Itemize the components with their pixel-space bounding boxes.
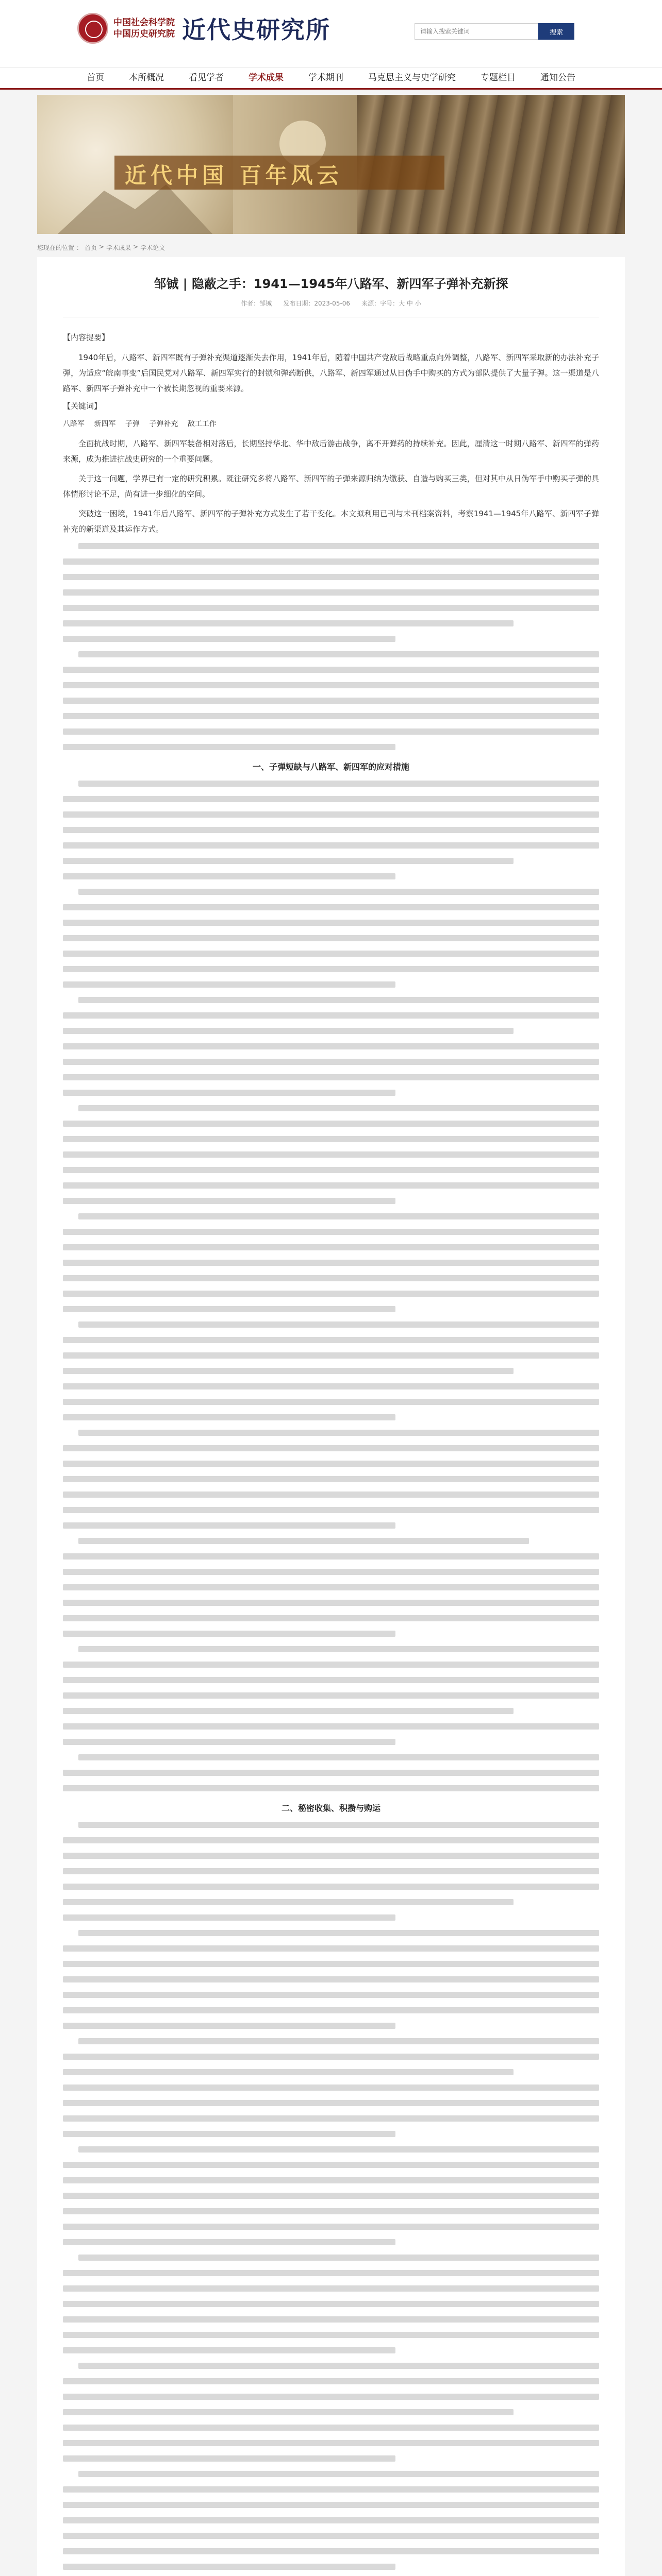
text-line [63, 1522, 395, 1529]
text-line [63, 2440, 599, 2446]
keyword: 新四军 [94, 420, 116, 428]
text-line [63, 1043, 599, 1049]
nav-item-special-topics[interactable]: 专题栏目 [481, 73, 516, 83]
text-line [63, 698, 599, 704]
text-line [63, 2193, 599, 2199]
text-line [63, 1291, 599, 1297]
text-line [63, 728, 599, 735]
text-line [63, 1167, 599, 1173]
text-line [63, 935, 599, 941]
text-line [78, 651, 599, 657]
summary-heading: 【内容提要】 [63, 333, 110, 342]
text-line [78, 1822, 599, 1828]
text-line [78, 543, 599, 549]
text-line [63, 2115, 599, 2122]
text-line [63, 1739, 395, 1745]
keywords-list [63, 418, 599, 429]
text-line [78, 1754, 599, 1760]
site-logo[interactable] [77, 11, 330, 45]
text-line [63, 1677, 599, 1683]
nav-item-marxism-history[interactable]: 马克思主义与史学研究 [368, 73, 456, 83]
text-line [63, 1352, 599, 1359]
text-line [78, 781, 599, 787]
text-line [63, 1914, 395, 1921]
text-line [63, 1569, 599, 1575]
text-line [63, 1615, 599, 1621]
text-line [63, 1507, 599, 1513]
text-line [63, 1476, 599, 1482]
nav-item-about[interactable]: 本所概况 [129, 73, 164, 83]
text-line [63, 667, 599, 673]
text-line [63, 1853, 599, 1859]
text-line [63, 1414, 395, 1420]
text-line [63, 1868, 599, 1874]
text-line [63, 2332, 599, 2338]
text-line [63, 2084, 599, 2091]
text-line [63, 1976, 599, 1982]
text-line [63, 2023, 395, 2029]
text-line [63, 2239, 395, 2245]
text-line [63, 2394, 599, 2400]
site-header [0, 0, 662, 67]
banner-title: 近代中国 百年风云 [125, 163, 343, 188]
text-line [63, 1461, 599, 1467]
site-title: 近代史研究所 [182, 16, 330, 44]
text-line [63, 620, 514, 626]
text-line [63, 1244, 599, 1250]
text-line [63, 951, 599, 957]
text-line [63, 1059, 599, 1065]
text-line [78, 2471, 599, 2477]
text-line [63, 2455, 395, 2462]
text-line [63, 2548, 599, 2554]
text-line [63, 1945, 599, 1952]
text-line [63, 1399, 599, 1405]
text-line [63, 1151, 599, 1158]
text-line [63, 1992, 599, 1998]
keyword: 敌工工作 [187, 420, 217, 428]
text-line [63, 1631, 395, 1637]
text-line [63, 1198, 395, 1204]
text-line [63, 2316, 599, 2323]
text-line [63, 1368, 514, 1374]
text-line [63, 842, 599, 849]
text-line [63, 2054, 599, 2060]
text-line [63, 1028, 514, 1034]
text-line [63, 2425, 599, 2431]
text-line [63, 1837, 599, 1843]
text-line [63, 1306, 395, 1312]
text-line [78, 2038, 599, 2044]
text-line [63, 2069, 514, 2075]
text-line [63, 2100, 599, 2106]
text-line [63, 2131, 395, 2137]
text-line [63, 1708, 514, 1714]
main-nav [0, 67, 662, 90]
text-line [63, 2517, 599, 2523]
text-line [63, 1229, 599, 1235]
text-line [63, 2409, 514, 2415]
institute-name [113, 17, 175, 40]
section-2-text-block [63, 1822, 599, 2576]
text-line [78, 1538, 529, 1544]
text-line [63, 981, 395, 988]
text-line [78, 1321, 599, 1328]
text-line [63, 1584, 599, 1590]
text-line [63, 589, 599, 596]
text-line [63, 2007, 599, 2013]
text-line [63, 1383, 599, 1389]
text-line [63, 904, 599, 910]
text-line [63, 796, 599, 802]
keyword: 子弹 [125, 420, 140, 428]
text-line [63, 1090, 395, 1096]
text-line [78, 2146, 599, 2153]
nav-item-research-results[interactable]: 学术成果 [249, 73, 284, 83]
breadcrumb-papers[interactable]: 学术论文 [140, 244, 166, 251]
breadcrumb-label: 您现在的位置 [37, 244, 75, 251]
summary-paragraph: 1940年后，八路军、新四军既有子弹补充渠道逐渐失去作用，1941年后，随着中国共产党敌后战略重点向外调整，八路军、新四军采取新的办法补充子弹，为适应“皖南事变”后国民党对八路军、新四军实行的封锁和弹药断供，八路军、新四军通过从日伪手中购买的方式为部队提供了大量子弹。这一渠道是八路军、新四军子弹补充中一个被长期忽视的重要来源。 [63, 353, 599, 393]
text-line [63, 1899, 514, 1905]
section-1-text-block [63, 781, 599, 1791]
text-line [63, 2162, 599, 2168]
text-line [63, 1445, 599, 1451]
text-line [78, 2363, 599, 2369]
text-line [63, 2347, 395, 2353]
text-line [63, 1012, 599, 1019]
text-line [63, 1121, 599, 1127]
breadcrumb-home[interactable]: 首页 [85, 244, 97, 251]
text-line [63, 1770, 599, 1776]
text-line [63, 2378, 599, 2384]
text-line [63, 2533, 599, 2539]
institute-line-1: 中国社会科学院 [113, 18, 175, 28]
text-line [63, 827, 599, 833]
text-line [63, 1136, 599, 1142]
text-line [78, 1213, 599, 1219]
keyword: 八路军 [63, 420, 85, 428]
text-line [63, 1553, 599, 1560]
body-paragraph: 突破这一困境，1941年后八路军、新四军的子弹补充方式发生了若干变化。本文拟利用已刊与未刊档案资料，考察1941—1945年八路军、新四军子弹补充的新渠道及其运作方式。 [63, 509, 599, 534]
text-line [78, 1930, 599, 1936]
text-line [78, 997, 599, 1003]
text-line [63, 713, 599, 719]
text-line [63, 1182, 599, 1189]
text-line [63, 1692, 599, 1699]
section-heading-1: 一、子弹短缺与八路军、新四军的应对措施 [252, 762, 409, 772]
text-line [63, 636, 395, 642]
text-line [63, 1074, 599, 1080]
text-line [63, 873, 395, 879]
academy-emblem-icon [77, 13, 108, 44]
institute-line-2: 中国历史研究院 [113, 29, 175, 39]
text-line [63, 2486, 599, 2493]
hero-banner [37, 95, 625, 234]
keyword: 子弹补充 [149, 420, 178, 428]
text-line [63, 1492, 599, 1498]
text-line [63, 1884, 599, 1890]
keywords-heading: 【关键词】 [63, 401, 102, 411]
text-line [63, 1260, 599, 1266]
text-line [78, 889, 599, 895]
breadcrumb: 您现在的位置 ： 首页 > 学术成果 > 学术论文 [37, 243, 166, 251]
nav-item-scholars[interactable]: 看见学者 [189, 73, 224, 83]
body-paragraph: 关于这一问题，学界已有一定的研究积累。既往研究多将八路军、新四军的子弹来源归纳为缴获、自造与购买三类，但对其中从日伪军手中购买子弹的具体情形讨论不足，尚有进一步细化的空间。 [63, 474, 599, 499]
text-line [63, 605, 599, 611]
text-line [63, 1337, 599, 1343]
search-input[interactable] [420, 28, 523, 35]
text-line [63, 2270, 599, 2276]
article-source-font-size[interactable]: 来源：字号：大 中 小 [361, 300, 421, 307]
search-box [415, 23, 538, 40]
nav-item-journals[interactable]: 学术期刊 [308, 73, 343, 83]
article-date: 发布日期：2023-05-06 [283, 300, 351, 307]
text-line [78, 1646, 599, 1652]
text-line [78, 2255, 599, 2261]
text-line [63, 558, 599, 565]
breadcrumb-research-results[interactable]: 学术成果 [106, 244, 131, 251]
body-text-block [63, 543, 599, 750]
text-line [63, 1600, 599, 1606]
text-line [63, 1961, 599, 1967]
nav-item-notices[interactable]: 通知公告 [540, 73, 575, 83]
text-line [63, 920, 599, 926]
text-line [63, 2502, 599, 2508]
text-line [63, 2224, 599, 2230]
article-author: 作者：邹铖 [241, 300, 272, 307]
article-body [63, 332, 599, 2576]
article-container [37, 257, 625, 2576]
text-line [63, 966, 599, 972]
text-line [63, 1275, 599, 1281]
text-line [63, 682, 599, 688]
text-line [63, 2301, 599, 2307]
body-paragraph: 全面抗战时期，八路军、新四军装备相对落后，长期坚持华北、华中敌后游击战争，离不开弹药的持续补充。因此，厘清这一时期八路军、新四军的弹药来源，成为推进抗战史研究的一个重要问题。 [63, 439, 599, 464]
text-line [63, 811, 599, 818]
article-meta [63, 299, 599, 308]
text-line [63, 2285, 599, 2292]
text-line [63, 1662, 599, 1668]
section-heading-2: 二、秘密收集、积攒与购运 [281, 1803, 380, 1813]
text-line [63, 2564, 395, 2570]
text-line [63, 1723, 599, 1730]
text-line [63, 574, 599, 580]
text-line [63, 2177, 599, 2183]
text-line [78, 1105, 599, 1111]
text-line [78, 1430, 599, 1436]
text-line [63, 858, 514, 864]
article-title: 邹铖 | 隐蔽之手：1941—1945年八路军、新四军子弹补充新探 [154, 277, 508, 291]
text-line [63, 2208, 599, 2214]
text-line [63, 1785, 599, 1791]
search-button[interactable]: 搜索 [538, 23, 574, 40]
nav-item-home[interactable]: 首页 [87, 73, 104, 83]
text-line [63, 744, 395, 750]
